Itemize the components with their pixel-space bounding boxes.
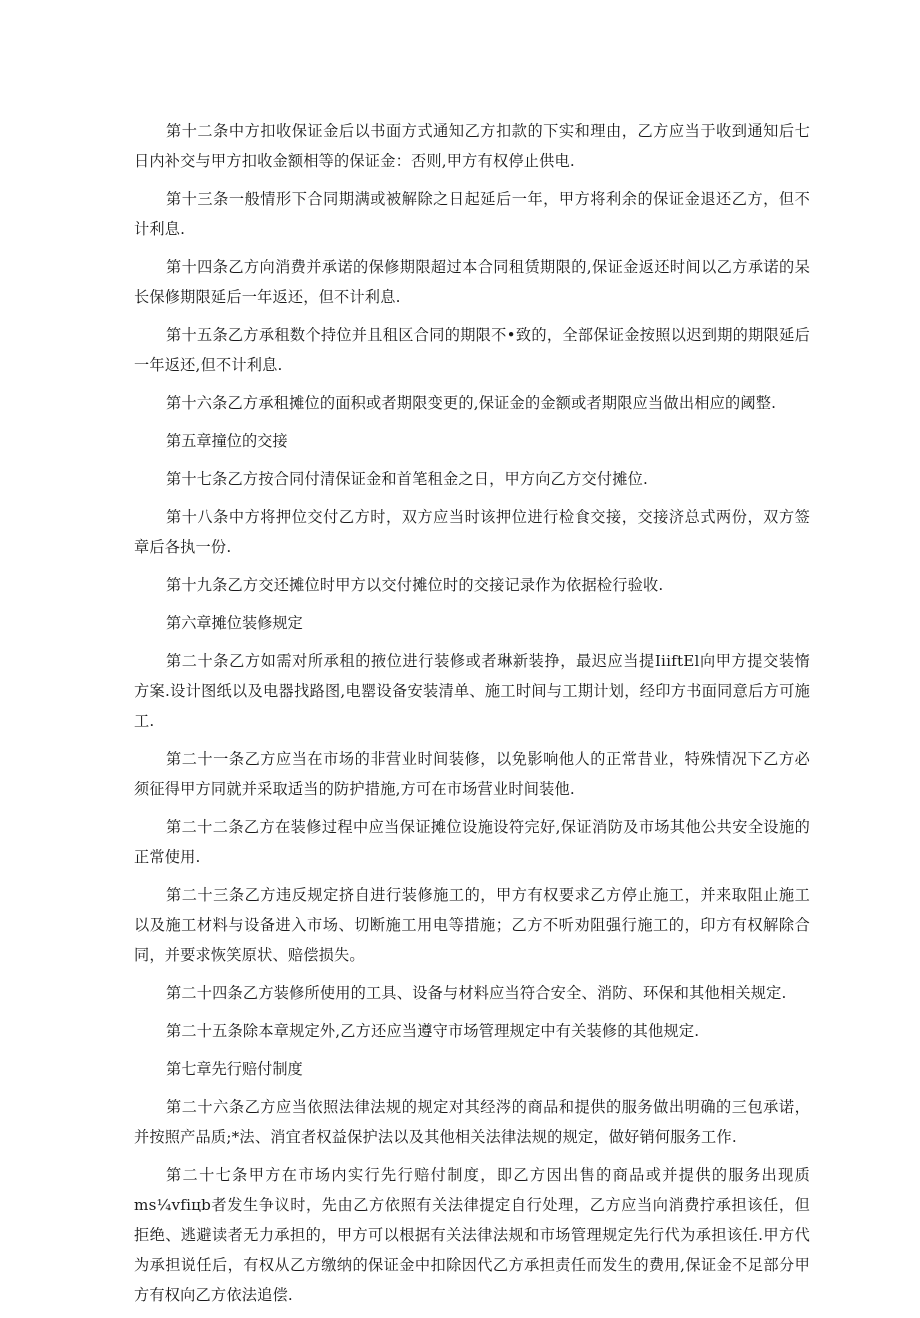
article-12: 第十二条中方扣收保证金后以书面方式通知乙方扣款的下实和理由，乙方应当于收到通知后七日内补交与甲方扣收金额相等的保证金：否则,甲方有权停止供电. — [134, 122, 810, 170]
article-19: 第十九条乙方交还摊位时甲方以交付摊位时的交接记录作为依据检行验收. — [166, 576, 664, 594]
article-22: 第二十二条乙方在装修过程中应当保证摊位设施设符完好,保证消防及市场其他公共安全设施的正常使用. — [134, 818, 810, 866]
article-14: 第十四条乙方向消费并承诺的保修期限超过本合同租赁期限的,保证金返还时间以乙方承诺的呆长保修期限延后一年返还，但不计利息. — [134, 258, 810, 306]
article-13: 第十三条一般情形下合同期满或被解除之日起延后一年，甲方将利余的保证金退还乙方，但不计利息. — [134, 190, 810, 238]
article-23: 第二十三条乙方违反规定挤自进行装修施工的，甲方有权要求乙方停止施工，并来取阻止施工以及施工材料与设备进入市场、切断施工用电等措施；乙方不听劝阻强行施工的，印方有权解除合同，并要求恢笑原状、赔偿损失。 — [134, 886, 810, 964]
document-page — [134, 116, 810, 1318]
article-27: 第二十七条甲方在市场内实行先行赔付制度，即乙方因出售的商品或并提供的服务出现质ms¼vfiцb者发生争议时，先由乙方依照有关法律提定自行处理，乙方应当向消费拧承担该任，但拒绝、逃避读者无力承担的，甲方可以根据有关法律法规和市场管理规定先行代为承担该任.甲方代为承担说任后，有权从乙方缴纳的保证金中扣除因代乙方承担责任而发生的费用,保证金不足部分甲方有权向乙方依法追偿. — [134, 1166, 810, 1304]
article-25: 第二十五条除本章规定外,乙方还应当遵守市场管理规定中有关装修的其他规定. — [166, 1022, 700, 1040]
article-18: 第十八条中方将押位交付乙方时，双方应当时该押位进行检食交接，交接济总式两份，双方签章后各执一份. — [134, 508, 810, 556]
chapter-5-heading: 第五章撞位的交接 — [166, 432, 288, 450]
article-17: 第十七条乙方按合同付清保证金和首笔租金之日，甲方向乙方交付摊位. — [166, 470, 649, 488]
article-26: 第二十六条乙方应当依照法律法规的规定对其经涔的商品和提供的服务做出明确的三包承诺，并按照产品质;*法、消宜者权益保护法以及其他相关法律法规的规定，做好销何服务工作. — [134, 1098, 810, 1146]
article-20: 第二十条乙方如需对所承租的掖位进行装修或者琳新装挣，最迟应当提IiiftEl向甲方提交装惰方案.设计图纸以及电器找路图,电罂设备安装清单、施工时间与工期计划，经印方书面同意后方可施工. — [134, 652, 810, 730]
article-24: 第二十四条乙方装修所使用的工具、设备与材料应当符合安全、消防、环保和其他相关规定. — [166, 984, 787, 1002]
chapter-7-heading: 第七章先行赔付制度 — [166, 1060, 303, 1078]
article-16: 第十六条乙方承租摊位的面积或者期限变更的,保证金的金额或者期限应当做出相应的阈整. — [166, 394, 777, 412]
article-21: 第二十一条乙方应当在市场的非营业时间装修，以免影响他人的正常昔业，特殊情况下乙方必须征得甲方同就并采取适当的防护措施,方可在市场营业时间装他. — [134, 750, 810, 798]
chapter-6-heading: 第六章摊位装修规定 — [166, 614, 303, 632]
article-15: 第十五条乙方承租数个持位并且租区合同的期限不•致的，全部保证金按照以迟到期的期限延后一年返还,但不计利息. — [134, 326, 810, 374]
